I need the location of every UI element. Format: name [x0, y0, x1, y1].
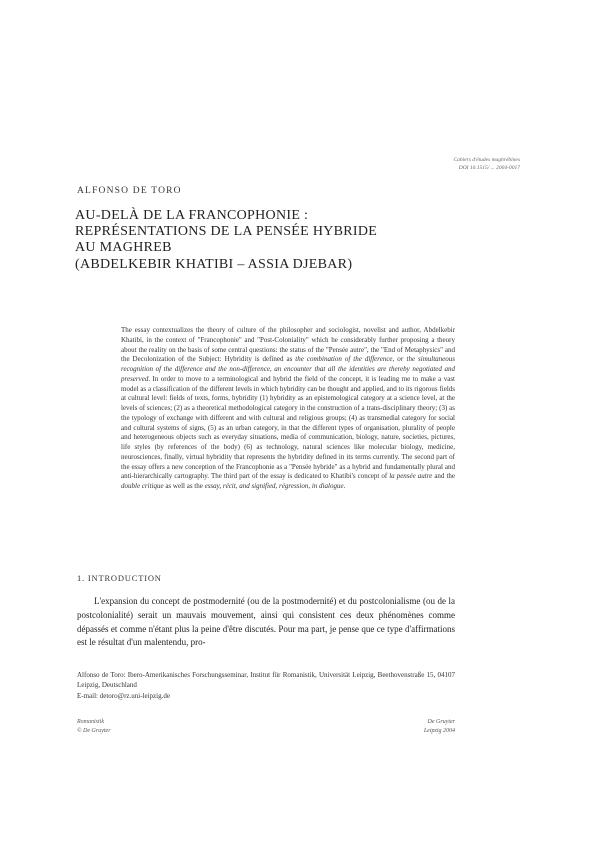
abstract-text: The essay contextualizes the theory of culture of the philosopher and sociologist, novelist and author, Abdelkebir Khatibi, in the context of "Francophonie" and "Post-Coloniality" which he considerably further proposing a theory about the reality on the basis of some central questions: the status of the "Pensée autre", the "End of Metaphysics" and the Decolonization of the Subject: Hybridity is defined as [121, 326, 455, 364]
footer-right [330, 718, 455, 735]
abstract-emphasis: la pensée autre [389, 472, 433, 481]
abstract [121, 326, 455, 492]
author-name: ALFONSO DE TORO [77, 186, 182, 196]
footer-journal: Romanistik [77, 719, 104, 725]
body-paragraph: L'expansion du concept de postmodernité (ou de la postmodernité) et du postcolonialisme (ou de la postcolonialité) serait un mauvais mouvement, ainsi qui consistent ces deux phénomènes comme dépassés et comme n'étant plus la peine d'être discutés. Pour ma part, je pense que ce type d'affirmations est le résultat d'un malentendu, pro- [77, 596, 455, 648]
title-line-3: AU MAGHREB [75, 240, 172, 256]
title-line-1: AU-DELÀ DE LA FRANCOPHONIE : [75, 208, 309, 223]
journal-reference-line: Cahiers d'études maghrébines [453, 157, 520, 163]
author-affiliation [77, 670, 455, 701]
title-line-4: (ABDELKEBIR KHATIBI – ASSIA DJEBAR) [75, 256, 353, 272]
abstract-emphasis: the combination of the difference, or the simultaneous recognition of the difference and the non-difference, an encounter that all the identities are thereby negotiated and preserved [121, 355, 455, 383]
footer-imprint: De Gruyter [427, 719, 455, 725]
footer-publisher: © De Gruyter [77, 727, 111, 734]
title-line-2: REPRÉSENTATIONS DE LA PENSÉE HYBRIDE [75, 224, 378, 240]
journal-reference-doi: DOI 10.1515/ ... 2004-0017 [458, 165, 520, 171]
abstract-emphasis: double critique [121, 482, 164, 490]
footer-left [77, 718, 111, 735]
abstract-emphasis: essay, récit, and signified, régression, in dialogue [204, 482, 344, 490]
abstract-text: and the [434, 472, 455, 481]
article-title [75, 208, 455, 273]
abstract-text: . [343, 482, 346, 490]
journal-reference [330, 156, 520, 172]
abstract-text: . In order to move to a terminological and hybrid the field of the concept, it is leading me to make a vast model as a classification of the different levels in which hybridity can be thought and applied, and to its rigorous fields at cultural level: fields of texts, forms, hybridity (1) hybridity as an epistemological category at a science level, at the levels of sciences; (2) as a theoretical methodological category in the construction of a trans-disciplinary theory; (3) as the typology of exchange with different and with cultural and religious groups; (4) as transmedial category for social and cultural systems of signs, (5) as an urban category, in that the different types of organisation, plurality of people and heterogeneous objects such as everyday situations, media of communication, biology, nature, societies, pictures, life styles (by references of the body) (6) as technology, natural sciences like molecular biology, medicine, neurosciences, finally, virtual hybridity that represents the hybridity defined in its terms currently. The second part of the essay offers a new conception of the Francophonie as a "Pensée hybride" as a hybrid and fundamentally plural and anti-hierarchically cartography. The third part of the essay is dedicated to Khatibi's concept of [121, 374, 455, 481]
affiliation-email: E-mail: detoro@rz.uni-leipzig.de [77, 691, 170, 700]
section-heading: 1. INTRODUCTION [77, 573, 162, 583]
abstract-text: as well as the [165, 482, 203, 490]
affiliation-address: Alfonso de Toro: Ibero-Amerikanisches Forschungsseminar, Institut für Romanistik, Universität Leipzig, Beethovenstraße 15, 04107 Leipzig, Deutschland [77, 671, 455, 690]
footer-place-year: Leipzig 2004 [423, 727, 455, 734]
